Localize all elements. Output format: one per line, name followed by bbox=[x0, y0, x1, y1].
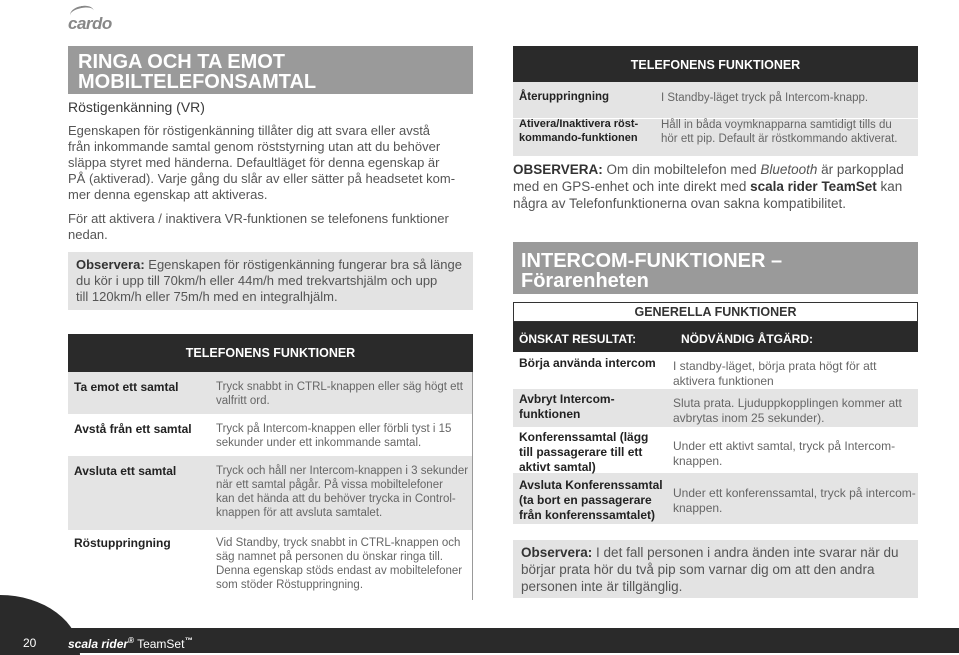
value-line: Sluta prata. Ljuduppkopplingen kommer att bbox=[673, 396, 902, 410]
note-label: Observera: bbox=[521, 545, 593, 560]
label-line: aktivt samtal) bbox=[519, 460, 596, 474]
label-line: Konferenssamtal (lägg bbox=[519, 430, 649, 444]
table-row-value bbox=[216, 422, 451, 450]
table-row-value bbox=[216, 464, 468, 520]
text-line: nedan. bbox=[68, 227, 108, 242]
phone-functions-table-2 bbox=[513, 46, 918, 156]
table-row-value bbox=[673, 396, 902, 426]
value-line: Tryck snabbt in CTRL-knappen eller säg högt ett bbox=[216, 381, 463, 393]
intercom-note-box bbox=[513, 540, 918, 598]
value-line: knappen. bbox=[673, 501, 723, 515]
product-name bbox=[68, 636, 192, 651]
note-text: börjar prata hör du två pip som varnar dig om att den andra bbox=[521, 562, 875, 577]
value-line: knappen för att avsluta samtalet. bbox=[216, 507, 383, 519]
label-line: (ta bort en passagerare bbox=[519, 493, 652, 507]
note-bold: scala rider TeamSet bbox=[750, 179, 877, 194]
vr-paragraph-2 bbox=[68, 211, 478, 243]
text-line: Egenskapen för röstigenkänning tillåter dig att svara eller avstå bbox=[68, 123, 431, 138]
table-border bbox=[472, 372, 473, 600]
gps-note bbox=[513, 161, 923, 212]
phone-functions-table bbox=[68, 334, 473, 600]
value-line: valfritt ord. bbox=[216, 395, 270, 407]
table-row-value bbox=[673, 486, 916, 516]
general-functions-table bbox=[513, 302, 918, 524]
table-row-label: Avstå från ett samtal bbox=[74, 422, 192, 436]
table-row-label bbox=[519, 392, 615, 422]
value-line: hör ett pip. Default är röstkommando aktiverat. bbox=[661, 133, 898, 145]
value-line: som stöder Röstuppringning. bbox=[216, 579, 364, 591]
label-line: Avbryt Intercom- bbox=[519, 392, 615, 406]
note-text: är parkopplad bbox=[817, 162, 904, 177]
banner-line-1: INTERCOM-FUNKTIONER – bbox=[521, 250, 783, 272]
value-line: Denna egenskap stöds endast av mobiltelefoner bbox=[216, 565, 463, 577]
text-line: släppa styret med händerna. Defaultläget för denna egenskap är bbox=[68, 155, 440, 170]
note-text: I det fall personen i andra änden inte svarar när du bbox=[592, 545, 899, 560]
text-line: För att aktivera / inaktivera VR-funktionen se telefonens funktioner bbox=[68, 211, 449, 226]
vr-heading: Röstigenkänning (VR) bbox=[68, 99, 205, 115]
vr-note-box bbox=[68, 252, 473, 310]
value-line: Under ett konferenssamtal, tryck på intercom- bbox=[673, 486, 916, 500]
table-row-value bbox=[661, 118, 898, 146]
table-row-value bbox=[673, 359, 876, 389]
value-line: när ett samtal pågår. På vissa mobiltelefoner bbox=[216, 479, 443, 491]
label-line: Avsluta Konferenssamtal bbox=[519, 478, 663, 492]
value-line: kan det hända att du behöver trycka in Control- bbox=[216, 493, 456, 505]
note-text: Egenskapen för röstigenkänning fungerar bra så länge bbox=[144, 257, 462, 272]
vr-paragraph-1 bbox=[68, 123, 478, 203]
registered-mark: ® bbox=[128, 636, 134, 645]
note-text: kan bbox=[876, 179, 903, 194]
section-banner-intercom bbox=[513, 242, 918, 294]
table-header: TELEFONENS FUNKTIONER bbox=[513, 46, 918, 82]
value-line: avbrytas inom 25 sekunder). bbox=[673, 411, 825, 425]
banner-line-1: RINGA OCH TA EMOT bbox=[78, 51, 286, 73]
note-text: till 120km/h eller 75m/h med en integralhjälm. bbox=[76, 289, 338, 304]
banner-line-2: MOBILTELEFONSAMTAL bbox=[78, 71, 317, 93]
table-header: TELEFONENS FUNKTIONER bbox=[68, 334, 473, 372]
note-italic: Bluetooth bbox=[760, 162, 818, 177]
table-row-label bbox=[519, 478, 663, 523]
value-line: sekunder under ett inkommande samtal. bbox=[216, 437, 422, 449]
col-header-result: ÖNSKAT RESULTAT: bbox=[519, 332, 637, 346]
table-row-label: Avsluta ett samtal bbox=[74, 464, 177, 478]
note-text: personen inte är tillgänglig. bbox=[521, 579, 683, 594]
product-brand: scala rider bbox=[68, 637, 129, 651]
note-text: med en GPS-enhet och inte direkt med bbox=[513, 179, 751, 194]
table-header: GENERELLA FUNKTIONER bbox=[513, 302, 918, 322]
value-line: Under ett aktivt samtal, tryck på Intercom- bbox=[673, 439, 896, 453]
table-row-label bbox=[519, 117, 638, 145]
section-banner-calls bbox=[68, 46, 473, 94]
text-line: mer denna egenskap att aktiveras. bbox=[68, 187, 268, 202]
value-line: säg namnet på personen du önskar ringa till. bbox=[216, 551, 443, 563]
table-row-label bbox=[519, 430, 648, 475]
table-row-value bbox=[673, 439, 895, 469]
table-row-value bbox=[216, 536, 462, 592]
table-row-value: I Standby-läget tryck på Intercom-knapp. bbox=[661, 92, 869, 104]
table-row-value bbox=[216, 380, 463, 408]
logo-text: cardo bbox=[68, 14, 112, 33]
table-row-label: Röstuppringning bbox=[74, 536, 171, 550]
value-line: Tryck och håll ner Intercom-knappen i 3 sekunder bbox=[216, 465, 469, 477]
table-row-label: Återuppringning bbox=[519, 91, 610, 103]
note-text: Om din mobiltelefon med bbox=[602, 162, 761, 177]
trademark-mark: ™ bbox=[184, 636, 193, 645]
note-label: Observera: bbox=[76, 257, 145, 272]
label-line: funktionen bbox=[519, 407, 581, 421]
note-text: några av Telefonfunktionerna ovan sakna kompatibilitet. bbox=[513, 196, 846, 211]
table-row-label: Börja använda intercom bbox=[519, 356, 656, 370]
product-model: TeamSet bbox=[133, 637, 185, 651]
value-line: knappen. bbox=[673, 454, 723, 468]
label-line: från konferenssamtalet) bbox=[519, 508, 656, 522]
value-line: Tryck på Intercom-knappen eller förbli tyst i 15 bbox=[216, 423, 452, 435]
text-line: från inkommande samtal genom röststyrning utan att du behöver bbox=[68, 139, 441, 154]
value-line: Vid Standby, tryck snabbt in CTRL-knappen och bbox=[216, 537, 461, 549]
col-header-action: NÖDVÄNDIG ÅTGÄRD: bbox=[681, 332, 813, 346]
text-line: PÅ (aktiverad). Varje gång du slår av eller sätter på headsetet kom- bbox=[68, 171, 456, 186]
value-line: aktivera funktionen bbox=[673, 374, 774, 388]
page-number: 20 bbox=[23, 636, 37, 650]
table-row-label: Ta emot ett samtal bbox=[74, 380, 179, 394]
label-line: Ativera/Inaktivera röst- bbox=[519, 118, 639, 130]
note-label: OBSERVERA: bbox=[513, 162, 603, 177]
label-line: till passagerare till ett bbox=[519, 445, 643, 459]
value-line: I standby-läget, börja prata högt för att bbox=[673, 359, 877, 373]
value-line: Håll in båda voymknapparna samtidigt tills du bbox=[661, 119, 892, 131]
label-line: kommando-funktionen bbox=[519, 132, 638, 144]
note-text: du kör i upp till 70km/h eller 44m/h med trekvartshjälm och upp bbox=[76, 273, 438, 288]
banner-line-2: Förarenheten bbox=[521, 270, 649, 292]
cardo-logo bbox=[68, 6, 128, 34]
